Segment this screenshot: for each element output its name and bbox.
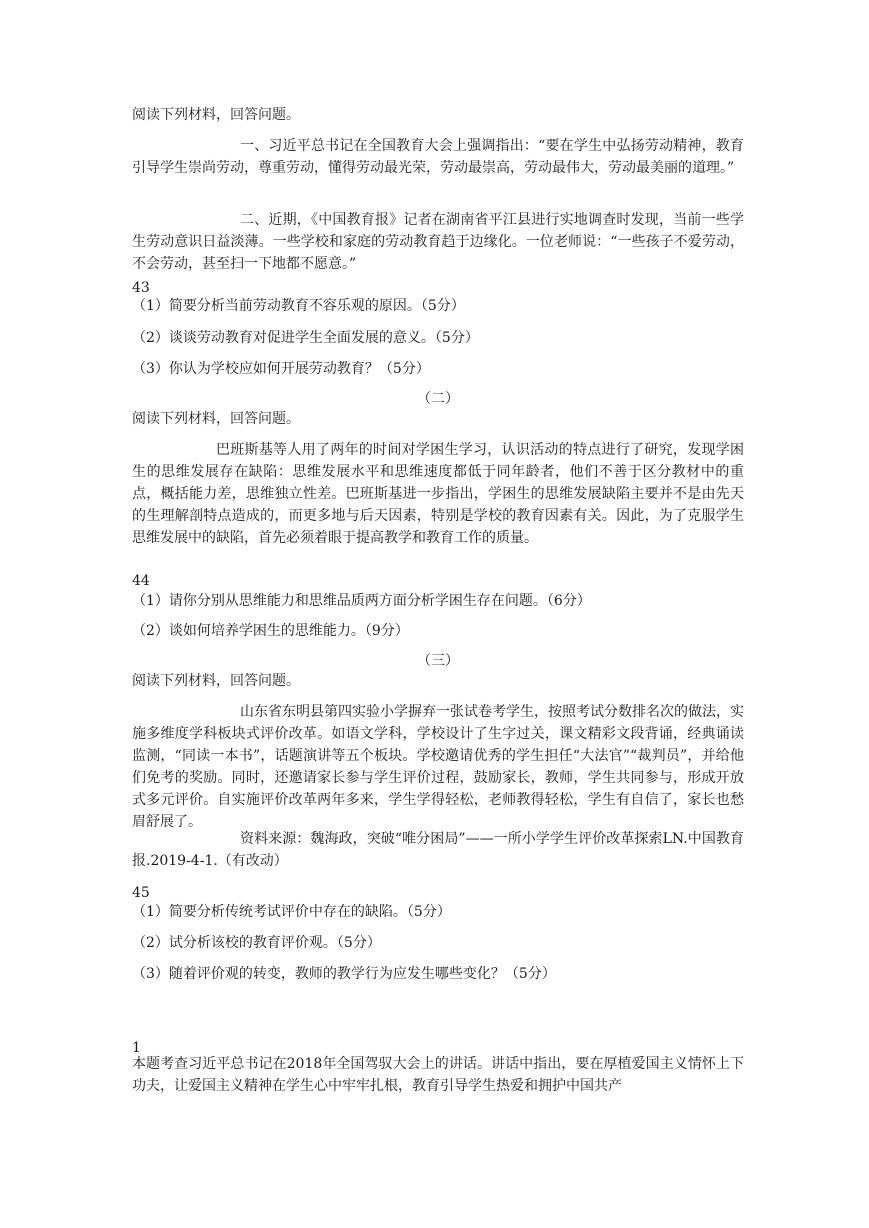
section2-heading: （二） xyxy=(417,391,459,407)
question-45-3: （3）随着评价观的转变，教师的教学行为应发生哪些变化？（5分） xyxy=(132,966,556,982)
question-44-2: （2）谈如何培养学困生的思维能力。（9分） xyxy=(132,623,409,639)
question-43-1: （1）简要分析当前劳动教育不容乐观的原因。（5分） xyxy=(132,298,465,314)
question-45-1: （1）简要分析传统考试评价中存在的缺陷。（5分） xyxy=(132,904,451,920)
section2-material: 巴班斯基等人用了两年的时间对学困生学习，认识活动的特点进行了研究，发现学困生的思维发展存在缺陷：思维发展水平和思维速度都低于同年龄者，他们不善于区分教材中的重点，概括能力差，思维独立性差。巴班斯基进一步指出，学困生的思维发展缺陷主要并不是由先天的生理解剖特点造成的，而更多地与后天因素，特别是学校的教育因素有关。因此，为了克服学生思维发展中的缺陷，首先必须着眼于提高教学和教育工作的质量。 xyxy=(132,442,744,546)
section1-material2: 二、近期，《中国教育报》记者在湖南省平江县进行实地调查时发现，当前一些学生劳动意识日益淡薄。一些学校和家庭的劳动教育趋于边缘化。一位老师说：“一些孩子不爱劳动，不会劳动，甚至扫一下地都不愿意。” xyxy=(132,212,744,272)
question-43-3: （3）你认为学校应如何开展劳动教育？（5分） xyxy=(132,361,430,377)
section3-material: 山东省东明县第四实验小学摒弃一张试卷考学生，按照考试分数排名次的做法，实施多维度学科板块式评价改革。如语文学科，学校设计了生字过关，课文精彩文段背诵，经典诵读监测，“同读一本书”，话题演讲等五个板块。学校邀请优秀的学生担任“大法官”“裁判员”，并给他们免考的奖励。同时，还邀请家长参与学生评价过程，鼓励家长，教师，学生共同参与，形成开放式多元评价。自实施评价改革两年多来，学生学得轻松，老师教得轻松，学生有自信了，家长也愁眉舒展了。 xyxy=(132,704,744,830)
section1-material1: 一、习近平总书记在全国教育大会上强调指出：“要在学生中弘扬劳动精神，教育引导学生崇尚劳动，尊重劳动，懂得劳动最光荣，劳动最崇高，劳动最伟大，劳动最美丽的道理。” xyxy=(132,138,744,176)
question-number-44: 44 xyxy=(132,573,150,589)
section3-heading: （三） xyxy=(417,653,459,669)
answer-number: 1 xyxy=(132,1040,141,1056)
question-number-45: 45 xyxy=(132,885,150,901)
question-44-1: （1）请你分别从思维能力和思维品质两方面分析学困生存在问题。（6分） xyxy=(132,593,591,609)
answer-text: 本题考查习近平总书记在2018年全国驾驭大会上的讲话。讲话中指出，要在厚植爱国主义情怀上下功夫，让爱国主义精神在学生心中牢牢扎根，教育引导学生热爱和拥护中国共产 xyxy=(132,1056,744,1094)
question-number-43: 43 xyxy=(132,280,150,296)
question-45-2: （2）试分析该校的教育评价观。（5分） xyxy=(132,935,381,951)
section3-source: 资料来源：魏海政，突破“唯分困局”——一所小学学生评价改革探索LN.中国教育报.2019-4-1.（有改动） xyxy=(132,831,744,869)
question-43-2: （2）谈谈劳动教育对促进学生全面发展的意义。（5分） xyxy=(132,330,479,346)
section2-intro: 阅读下列材料，回答问题。 xyxy=(132,411,300,427)
section1-intro: 阅读下列材料，回答问题。 xyxy=(132,107,300,123)
section3-intro: 阅读下列材料，回答问题。 xyxy=(132,673,300,689)
